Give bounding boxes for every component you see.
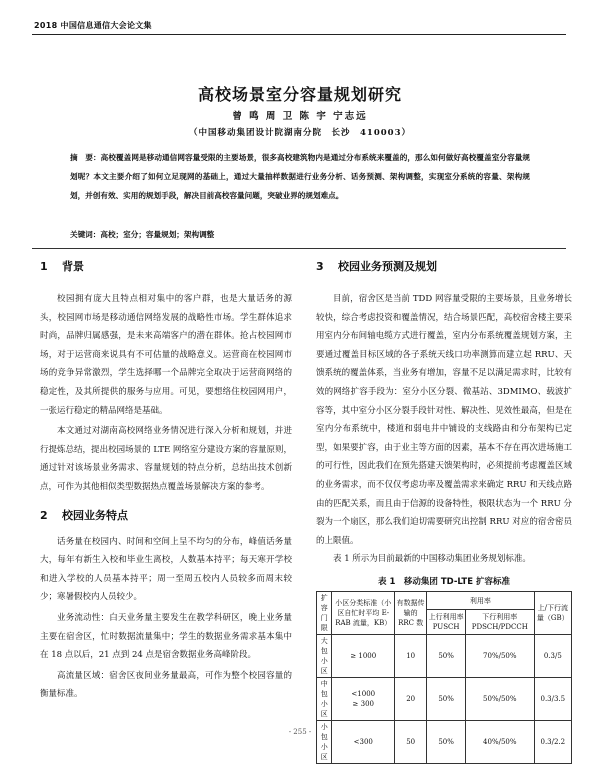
table-cell: 40%/50%	[465, 720, 534, 763]
table-cell: 50%	[427, 720, 466, 763]
paper-title: 高校场景室分容量规划研究	[197, 85, 402, 104]
paragraph: 本文通过对湖南高校网络业务情况进行深入分析和规划，并进行提炼总结，提出校园场景的 LTE 网络室分建设方案的容量原则，通过针对该场景业务需求、容量规划的特点分析，总结出技术创新点，可作为其他相似类型数据热点覆盖场景解决方案的参考。	[40, 426, 292, 492]
table-cell: <1000 ≥ 300	[332, 677, 395, 720]
table-row	[317, 720, 572, 763]
paragraph: 表 1 所示为目前最新的中国移动集团业务规划标准。	[333, 554, 531, 565]
paragraph: 高流量区域：宿舍区夜间业务量最高，可作为整个校园容量的衡量标准。	[40, 670, 292, 700]
table-header-cell: 有数据传输的RRC 数	[395, 591, 427, 634]
section-heading-1	[40, 258, 292, 290]
table-cell: 大包小区	[317, 634, 332, 677]
page-number: - 255 -	[288, 728, 312, 736]
paragraph: 校园拥有庞大且特点相对集中的客户群，也是大量话务的源头，校园网市场是移动通信网络发展的战略性市场。学生群体追求时尚，品牌归属感强，是未来高端客户的潜在群体。抢占校园网市场，对于运营商来说具有不可估量的战略意义。运营商在校园网市场的竞争异常激烈，学生选择哪一个品牌完全取决于运营商网络的稳定性，及其所提供的服务与应用。可见，要想络住校园网用户，一张运行稳定的精品网络是基础。	[40, 294, 292, 416]
paragraph: 目前，宿舍区是当前 TDD 网容量受限的主要场景，且业务增长较快，综合考虑投资和覆盖情况，结合场景匹配，高校宿舍楼主要采用室内分布间轴电缆方式进行覆盖，室内分布系统覆盖规划方案，主要通过覆盖目标区域的各子系统天线口功率测算而建立起 RRU、天馈系统的覆盖体系，当业务有增加，容量不足以满足需求时，比较有效的网络扩容手段为：室分小区分裂、微基站、3DMIMO、载波扩容等，其中室分小区分裂手段针对性、解决性、见效性最高，但是在室内分布系统中，楼道和弱电井中铺设的支线路由和分布架构已定型，如果要扩容，由于业主等方面的因素，基本不存在再次进场施工的可行性，因此我们在预先搭建天馈架构时，必须提前考虑覆盖区域的业务需求，而不仅仅考虑功率及覆盖需求来确定 RRU 和天线点路由的匹配关系，而且由于信源的设备特性，极限状态为一个 RRU 分裂为一个扇区，那么我们迫切需要研究出控制 RRU 对应的宿舍密员的上限值。	[316, 294, 572, 546]
table-cell: 0.3/2.2	[534, 720, 571, 763]
table-header-cell: 利用率	[427, 591, 534, 609]
table-cell: 0.3/5	[534, 634, 571, 677]
table-cell: 50	[395, 720, 427, 763]
table-cell: 小包小区	[317, 720, 332, 763]
section-heading-2	[40, 507, 292, 533]
table-cell: ≥ 1000	[332, 634, 395, 677]
table-cell: 20	[395, 677, 427, 720]
table-row	[317, 677, 572, 720]
abstract-label: 摘 要：	[70, 153, 101, 162]
left-column	[40, 258, 292, 704]
table-cell: 50%/50%	[465, 677, 534, 720]
section-title: 校园业务特点	[62, 508, 128, 522]
table-cell: 50%	[427, 634, 466, 677]
table-caption: 表 1 移动集团 TD-LTE 扩容标准	[378, 576, 510, 587]
abstract	[70, 148, 530, 205]
table-cell: 70%/50%	[465, 634, 534, 677]
keywords-label: 关键词：	[70, 230, 101, 239]
expansion-standard-table	[316, 591, 572, 764]
section-number: 3	[316, 260, 324, 273]
table-row	[317, 634, 572, 677]
section-title: 背景	[62, 260, 84, 273]
paragraph: 业务流动性：白天业务量主要发生在教学科研区，晚上业务量主要在宿舍区，忙时数据流量集中；学生的数据业务需求基本集中在 18 点以后，21 点到 24 点是宿舍数据业务高峰阶段。	[40, 612, 292, 661]
table-header-cell: 小区分类标准（小区自忙时平均 E-RAB 流量，KB）	[332, 591, 395, 634]
table-cell: <300	[332, 720, 395, 763]
section-number: 2	[40, 508, 48, 522]
paper-affiliation: （中国移动集团设计院湖南分院 长沙 410003）	[189, 128, 411, 138]
right-column	[316, 258, 572, 764]
keywords	[70, 229, 530, 240]
running-header: 2018 中国信息通信大会论文集	[34, 21, 152, 30]
table-cell: 中包小区	[317, 677, 332, 720]
header-rule	[32, 34, 566, 35]
paper-authors: 曾 鸣 周 卫 陈 宇 宁志远	[232, 111, 368, 122]
keywords-text: 高校；室分；容量规划；架构调整	[100, 230, 215, 239]
table-header-cell: 上行利用率PUSCH	[427, 610, 466, 635]
table-cell: 50%	[427, 677, 466, 720]
abstract-text: 高校覆盖网是移动通信网容量受限的主要场景，很多高校建筑物内是通过分布系统来覆盖的，那么如何做好高校覆盖室分容量规划呢？本文主要介绍了如何立足现网的基础上，通过大量抽样数据进行业务分析、话务预测、架构调整，实现室分系统的容量、架构规划，并创有效、实用的规划手段，解决目前高校容量问题，突破业界的规划难点。	[70, 153, 530, 200]
table-cell: 10	[395, 634, 427, 677]
section-divider	[32, 248, 566, 249]
paragraph: 话务量在校园内、时间和空间上呈不均匀的分布，峰值话务量大，每年有新生入校和毕业生离校，人数基本持平；每天寒开学校和进入学校的人员基本持平；周一至周五校内人员较多而周末较少；寒暑假校内人员较少。	[40, 536, 292, 603]
section-heading-3	[316, 258, 572, 290]
section-title: 校园业务预测及规划	[338, 260, 437, 273]
table-header-cell: 上/下行流量（GB）	[534, 591, 571, 634]
table-header-cell: 下行利用率 PDSCH/PDCCH	[465, 610, 534, 635]
section-number: 1	[40, 260, 48, 273]
table-header-cell: 扩容门限	[317, 591, 332, 634]
table-cell: 0.3/3.5	[534, 677, 571, 720]
